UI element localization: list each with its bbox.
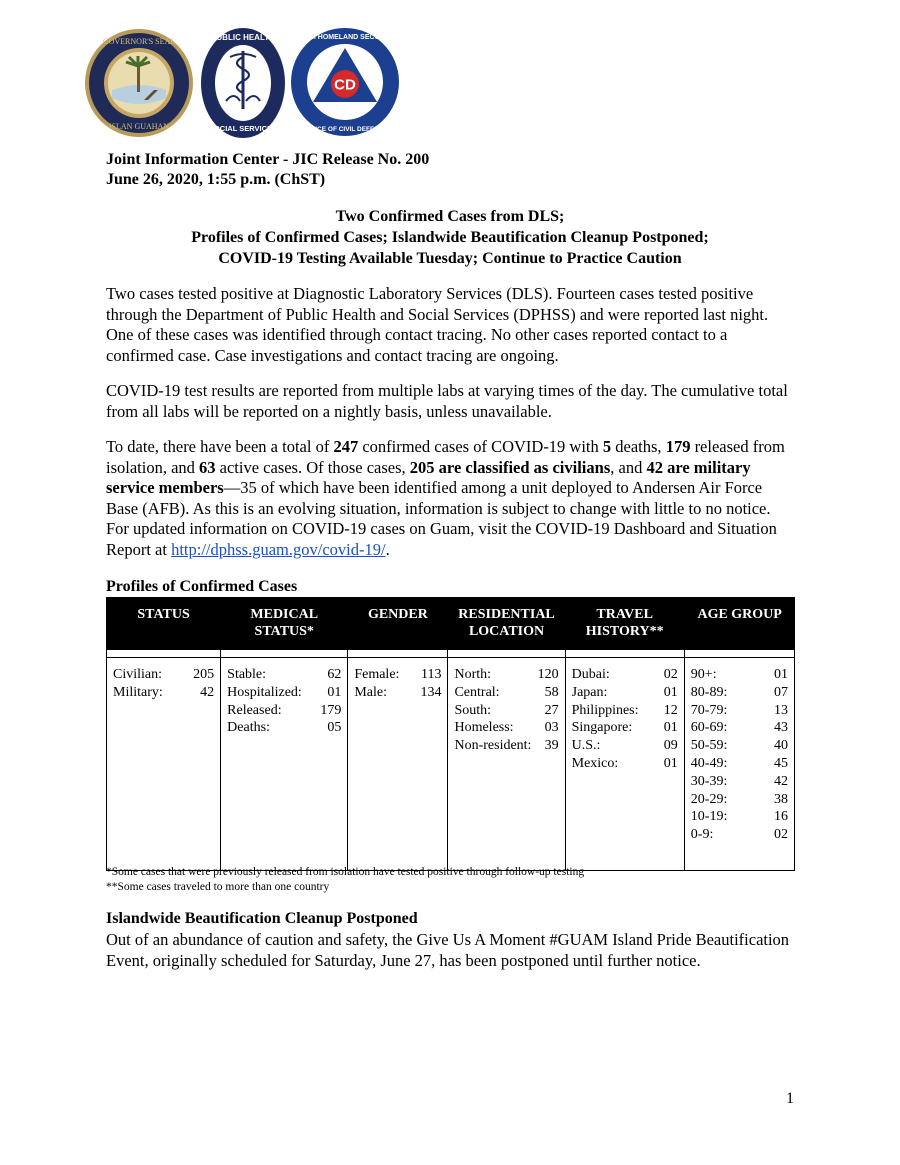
profiles-table (106, 597, 795, 871)
table-row: 70-79: 13 (690, 702, 788, 718)
table-row: Hospitalized: 01 (227, 684, 342, 700)
dphss-logo (200, 27, 286, 139)
total-active: 63 (199, 457, 216, 477)
svg-text:PUBLIC HEALTH: PUBLIC HEALTH (211, 33, 275, 42)
table-row: Mexico: 01 (571, 755, 678, 771)
header-medical-status: MEDICAL STATUS* (221, 597, 348, 650)
table-row: South: 27 (454, 702, 559, 718)
status-column (107, 658, 221, 871)
table-row: Japan: 01 (571, 684, 678, 700)
svg-text:GUAM HOMELAND SECURITY: GUAM HOMELAND SECURITY (294, 34, 396, 41)
paragraph-lab-reporting: COVID-19 test results are reported from multiple labs at varying times of the day. The cumulative total from all labs will be reported on a nightly basis, unless unavailable. (106, 381, 788, 421)
table-row: Central: 58 (454, 684, 559, 700)
table-row: Female: 113 (354, 667, 442, 682)
paragraph-totals: To date, there have been a total of 247 confirmed cases of COVID-19 with 5 deaths, 179 released from isolation, and 63 active cases. Of those cases, 205 are classified as civilians, and 42 are military service members—35 of which have been identified among a unit deployed to Andersen Air Force Base (AFB). As this is an evolving situation, information is subject to change with little to no notice. For updated information on COVID-19 cases on Guam, visit the COVID-19 Dashboard and Situation Report at http://dphss.guam.gov/covid-19/. (106, 437, 785, 559)
svg-text:GOVERNOR'S SEAL: GOVERNOR'S SEAL (102, 37, 176, 46)
total-deaths: 5 (602, 437, 612, 456)
release-number: Joint Information Center - JIC Release No. 200 (106, 151, 430, 168)
table-row: Deaths: 05 (227, 720, 342, 736)
title-line-3: COVID-19 Testing Available Tuesday; Continue to Practice Caution (218, 250, 682, 267)
svg-text:SOCIAL SERVICES: SOCIAL SERVICES (208, 124, 278, 133)
table-row: Male: 134 (354, 684, 442, 700)
table-row: Military: 42 (113, 684, 215, 700)
total-released: 179 (665, 437, 691, 456)
paragraph-dls-cases: Two cases tested positive at Diagnostic Laboratory Services (DLS). Fourteen cases tested positive through the Department of Public Health and Social Services (DPHSS) and were reported last night. One of these cases was identified through contact tracing. No other cases reported contact to a confirmed case. Case investigations and contact tracing are ongoing. (106, 284, 769, 365)
header-age-group: AGE GROUP (684, 597, 794, 650)
table-row: 10-19: 16 (690, 809, 788, 825)
travel-column (565, 658, 684, 871)
table-row: 40-49: 45 (690, 755, 788, 771)
gender-column (348, 658, 448, 871)
table-row: Civilian: 205 (113, 667, 215, 682)
dashboard-link[interactable]: http://dphss.guam.gov/covid-19/ (171, 539, 386, 559)
header-status: STATUS (107, 597, 221, 650)
civilian-count: 205 are classified as civilians (409, 457, 611, 477)
table-row: Released: 179 (227, 702, 342, 718)
civil-defense-logo (290, 26, 400, 138)
table-row: 20-29: 38 (690, 791, 788, 807)
page-number: 1 (786, 1090, 794, 1107)
age-column (684, 658, 794, 871)
table-row: 50-59: 40 (690, 738, 788, 754)
table-row: 90+: 01 (690, 667, 788, 682)
table-row: 30-39: 42 (690, 773, 788, 789)
header-residential-location: RESIDENTIAL LOCATION (448, 597, 565, 650)
table-row: Homeless: 03 (454, 720, 559, 736)
location-column (448, 658, 565, 871)
release-date: June 26, 2020, 1:55 p.m. (ChST) (106, 171, 326, 188)
table-row: Stable: 62 (227, 667, 342, 682)
table-row: 0-9: 02 (690, 827, 788, 843)
table-row: U.S.: 09 (571, 738, 678, 754)
cleanup-body: Out of an abundance of caution and safety, the Give Us A Moment #GUAM Island Pride Beautification Event, originally scheduled for Saturday, June 27, has been postponed until further notice. (106, 930, 790, 970)
title-line-2: Profiles of Confirmed Cases; Islandwide Beautification Cleanup Postponed; (191, 229, 709, 246)
table-row: 80-89: 07 (690, 684, 788, 700)
header-travel-history: TRAVEL HISTORY** (565, 597, 684, 650)
profiles-heading: Profiles of Confirmed Cases (106, 578, 298, 595)
table-row: Singapore: 01 (571, 720, 678, 736)
governors-seal-logo (84, 28, 194, 138)
medical-column (221, 658, 348, 871)
svg-text:ISLAN GUAHAN: ISLAN GUAHAN (108, 122, 170, 131)
table-row: Philippines: 12 (571, 702, 678, 718)
table-row: 60-69: 43 (690, 720, 788, 736)
table-row: Dubai: 02 (571, 667, 678, 682)
svg-text:CD: CD (334, 76, 356, 94)
table-row: North: 120 (454, 667, 559, 682)
military-count: 42 are military service members (106, 457, 751, 498)
table-row: Non-resident: 39 (454, 738, 559, 754)
footnote-medical-status: *Some cases that were previously released from isolation have tested positive through follow-up testing (106, 866, 585, 878)
header-gender: GENDER (348, 597, 448, 650)
total-cases: 247 (333, 437, 359, 456)
title-line-1: Two Confirmed Cases from DLS; (335, 208, 565, 225)
footnote-travel-history: **Some cases traveled to more than one country (106, 881, 330, 893)
svg-text:OFFICE OF CIVIL DEFENSE: OFFICE OF CIVIL DEFENSE (302, 126, 388, 133)
cleanup-heading: Islandwide Beautification Cleanup Postponed (106, 910, 418, 927)
